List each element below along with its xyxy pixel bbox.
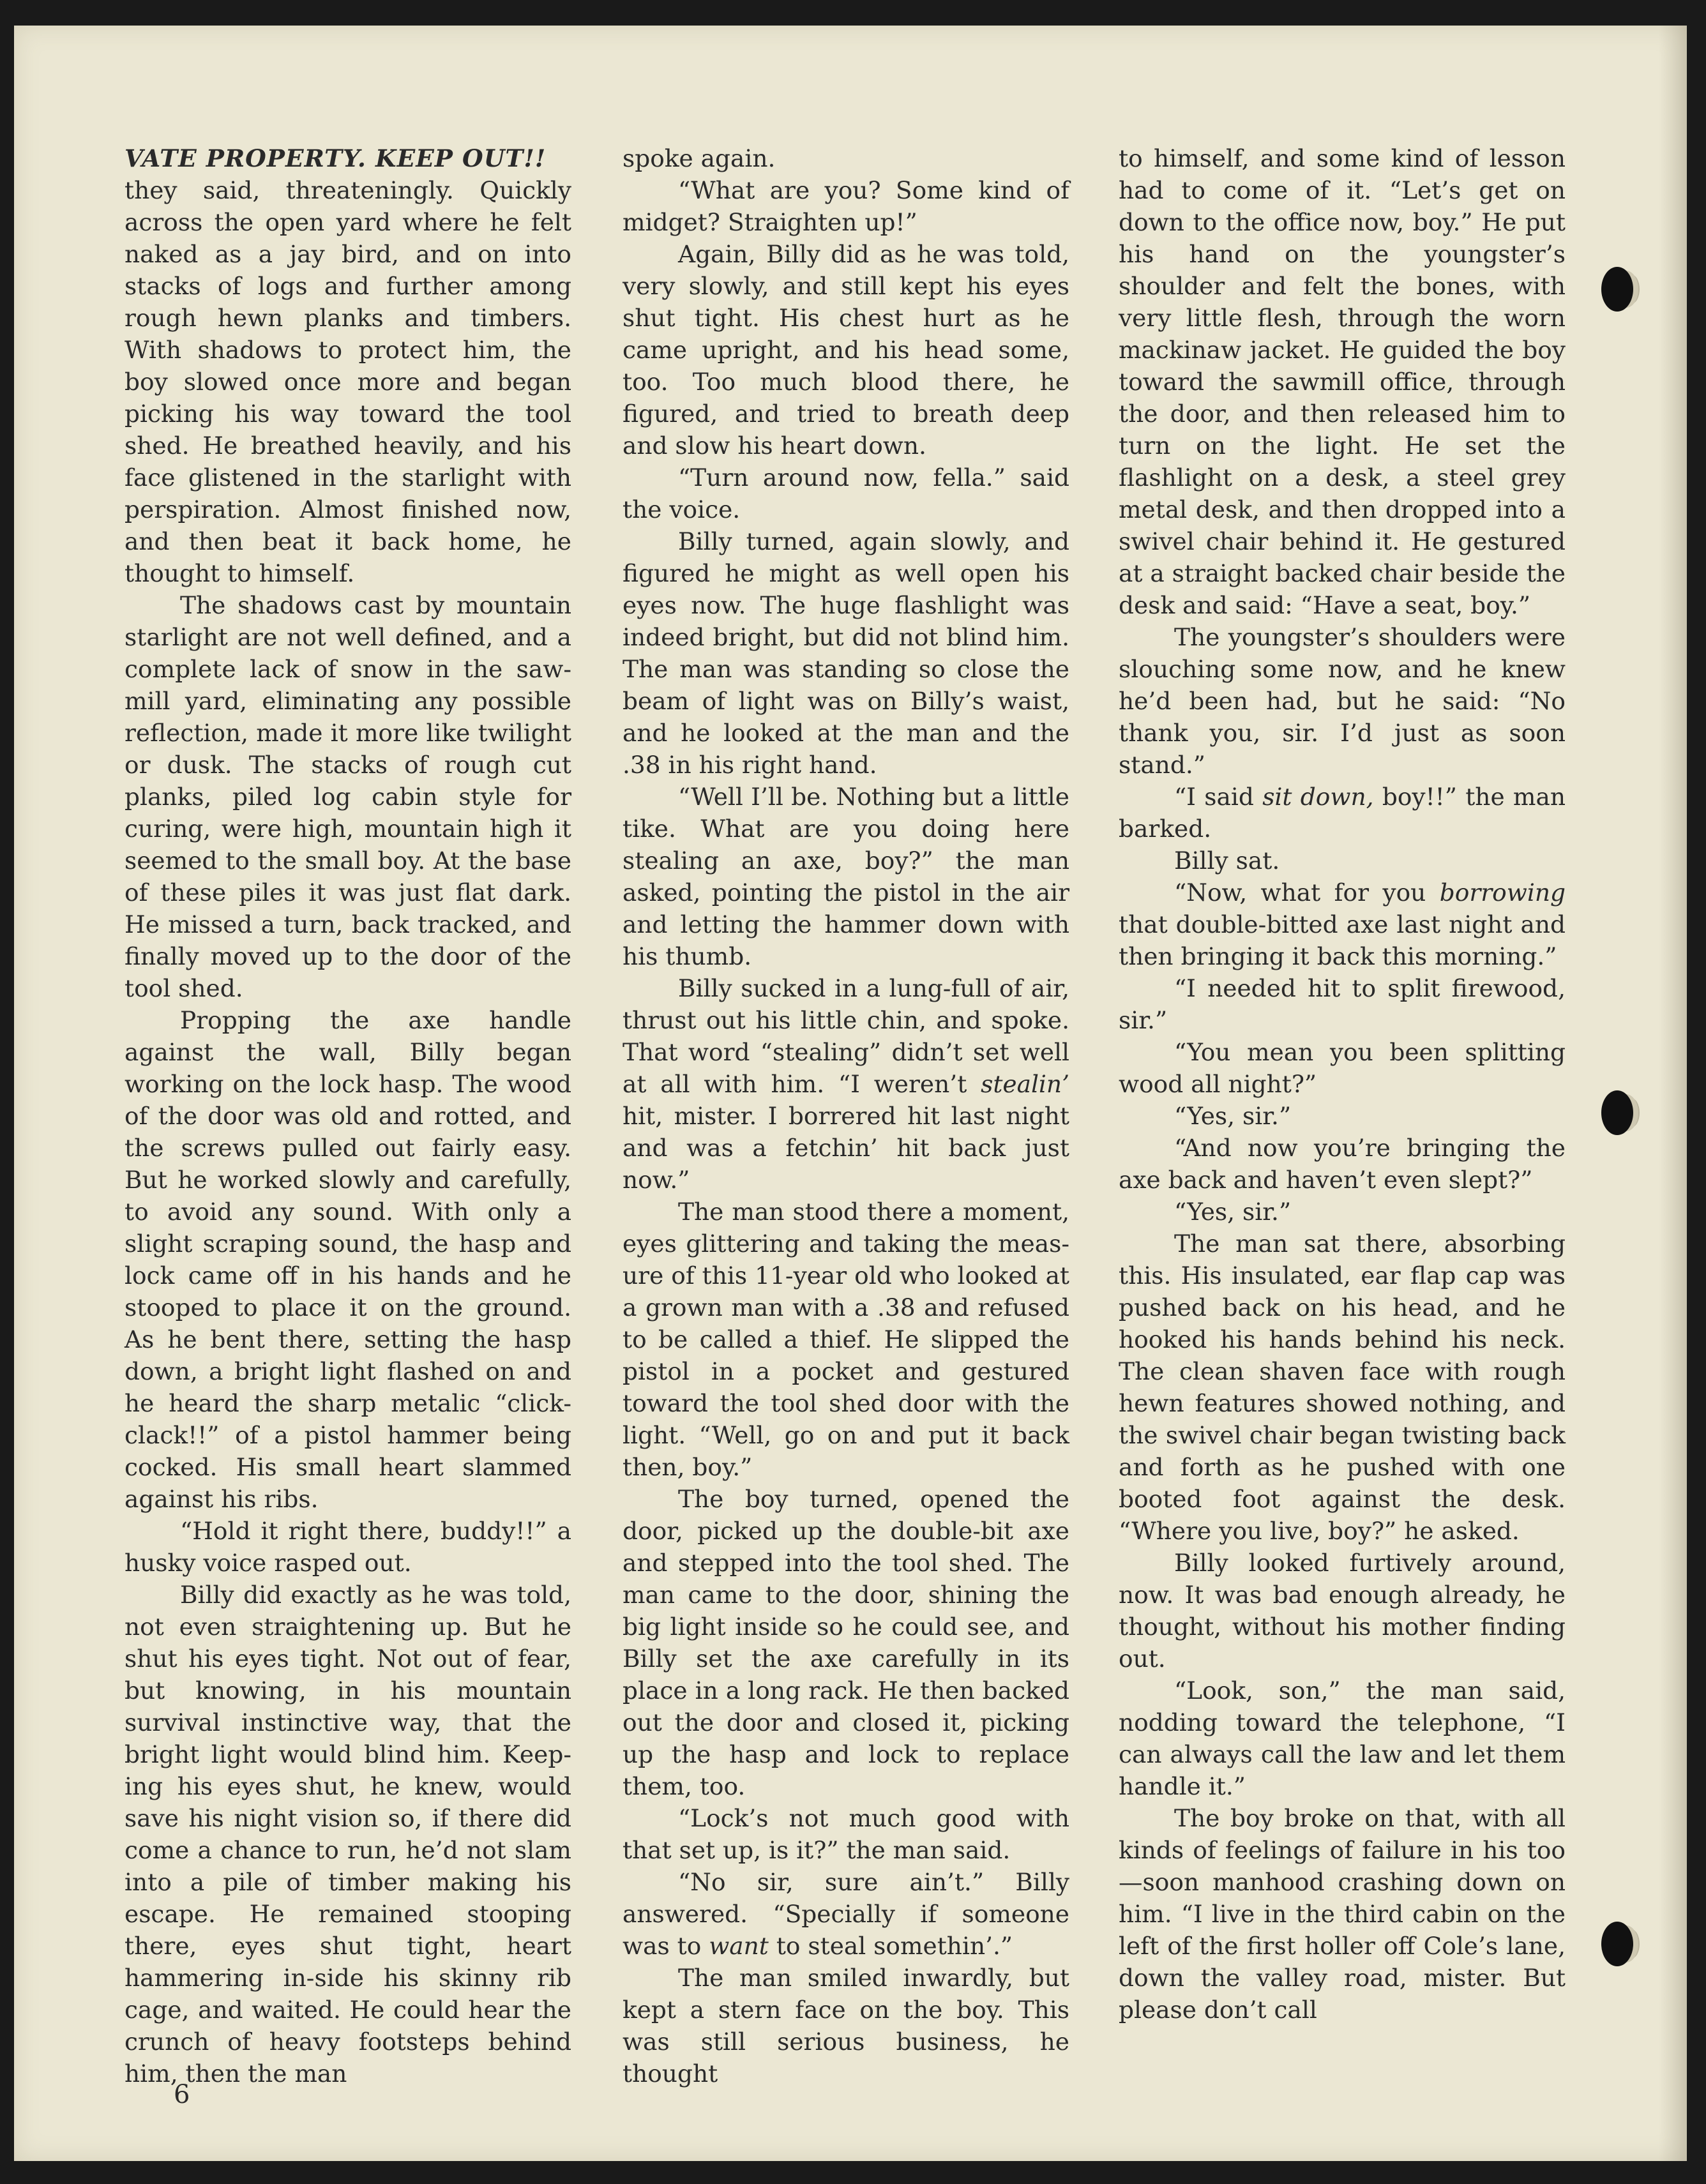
text-run: Billy sucked in a lung-full of air, thrust out his little chin, and spoke. That word “stealing” didn’t set well at all with him. “I weren’t: [623, 974, 1069, 1098]
italic-text: borrowing: [1439, 878, 1566, 907]
paragraph: The shadows cast by mountain starlight are not well defined, and a complete lack of snow in the saw-mill yard, eliminating any possible reflection, made it more like twilight or dusk. The stacks of rough cut planks, piled log cabin style for curing, were high, mountain high it seemed to the small boy. At the base of these piles it was just flat dark. He missed a turn, back tracked, and finally moved up to the door of the tool shed.: [125, 591, 571, 1002]
text-run: to steal somethin’.”: [776, 1932, 1013, 1960]
italic-text: sit down,: [1262, 783, 1374, 811]
column-1: [125, 142, 571, 2090]
text-run: “No sir, sure ain’t.” Billy answered. “Specially if someone was to: [623, 1868, 1069, 1960]
text-run: hit, mister. I borrered hit last night and was a fetchin’ hit back just now.”: [623, 1102, 1069, 1194]
column-2: [623, 142, 1069, 2090]
binder-hole-icon: [1601, 267, 1633, 312]
paragraph: The man sat there, absorbing this. His insulated, ear flap cap was pushed back on his head, and he hooked his hands behind his neck. The clean shaven face with rough hewn features showed nothing, and the swivel chair began twisting back and forth as he pushed with one booted foot against the desk. “Where you live, boy?” he asked.: [1119, 1230, 1566, 1545]
paragraph: The man smiled inwardly, but kept a stern face on the boy. This was still serious business, he thought: [623, 1964, 1069, 2088]
italic-text: stealin’: [981, 1070, 1070, 1098]
paragraph: “Yes, sir.”: [1174, 1102, 1292, 1130]
page-edge-shadow: [1659, 26, 1687, 2161]
paragraph: “Lock’s not much good with that set up, is it?” the man said.: [623, 1804, 1069, 1864]
paragraph: “Well I’ll be. Nothing but a little tike. What are you doing here stealing an axe, boy?” the man asked, pointing the pistol in the air and letting the hammer down with his thumb.: [623, 783, 1069, 970]
text-run: boy!!” the man barked.: [1119, 783, 1566, 843]
paragraph: [1119, 877, 1566, 972]
text-run: “I said: [1174, 783, 1254, 811]
paragraph: Propping the axe handle against the wall, Billy began working on the lock hasp. The wood of the door was old and rotted, and the screws pulled out fairly easy. But he worked slowly and carefully, to avoid any sound. With only a slight scraping sound, the hasp and lock came off in his hands and he stooped to place it on the ground. As he bent there, setting the hasp down, a bright light flashed on and he heard the sharp metalic “click-clack!!” of a pistol hammer being cocked. His small heart slammed against his ribs.: [125, 1006, 571, 1513]
text-run: “Now, what for you: [1174, 878, 1426, 907]
paragraph: to himself, and some kind of lesson had to come of it. “Let’s get on down to the office now, boy.” He put his hand on the youngster’s shoulder and felt the bones, with very little flesh, through the worn mackinaw jacket. He guided the boy toward the sawmill office, through the door, and then released him to turn on the light. He set the flashlight on a desk, a steel grey metal desk, and then dropped into a swivel chair behind it. He gestured at a straight backed chair beside the desk and said: “Have a seat, boy.”: [1119, 144, 1566, 619]
paragraph: “Hold it right there, buddy!!” a husky voice rasped out.: [125, 1517, 571, 1577]
paragraph: Billy turned, again slowly, and figured he might as well open his eyes now. The huge flashlight was indeed bright, but did not blind him. The man was standing so close the beam of light was on Billy’s waist, and he looked at the man and the .38 in his right hand.: [623, 527, 1069, 779]
paragraph: The boy broke on that, with all kinds of feelings of failure in his too—soon manhood crashing down on him. “I live in the third cabin on the left of the first holler off Cole’s lane, down the valley road, mister. But please don’t call: [1119, 1804, 1566, 2024]
paragraph: Billy sat.: [1174, 847, 1280, 875]
binder-hole-icon: [1601, 1922, 1633, 1966]
page-number: 6: [174, 2080, 190, 2109]
paragraph: [623, 1866, 1069, 1962]
paragraph: Billy did exactly as he was told, not even straightening up. But he shut his eyes tight. Not out of fear, but knowing, in his mountain survival instinctive way, that the bright light would blind him. Keep-ing his eyes shut, he knew, would save his night vision so, if there did come a chance to run, he’d not slam into a pile of timber making his escape. He remained stooping there, eyes shut tight, heart hammering in-side his skinny rib cage, and waited. He could hear the crunch of heavy footsteps behind him, then the man: [125, 1581, 571, 2088]
paragraph: “Yes, sir.”: [1174, 1198, 1292, 1226]
italic-text: want: [709, 1932, 769, 1960]
paragraph: Billy looked furtively around, now. It was bad enough already, he thought, without his mother finding out.: [1119, 1549, 1566, 1673]
magazine-page: [14, 26, 1687, 2161]
paragraph: “And now you’re bringing the axe back and haven’t even slept?”: [1119, 1134, 1566, 1194]
paragraph: “I needed hit to split firewood, sir.”: [1119, 974, 1566, 1034]
paragraph: The youngster’s shoulders were slouching some now, and he knew he’d been had, but he said: “No thank you, sir. I’d just as soon stand.”: [1119, 623, 1566, 779]
paragraph: [623, 972, 1069, 1196]
paragraph: VATE PROPERTY. KEEP OUT!!: [125, 144, 547, 172]
paragraph: “Turn around now, fella.” said the voice.: [623, 463, 1069, 523]
paragraph: The man stood there a moment, eyes glittering and taking the meas-ure of this 11-year old who looked at a grown man with a .38 and refused to be called a thief. He slipped the pistol in a pocket and gestured toward the tool shed door with the light. “Well, go on and put it back then, boy.”: [623, 1198, 1069, 1481]
paragraph: Again, Billy did as he was told, very slowly, and still kept his eyes shut tight. His chest hurt as he came upright, and his head some, too. Too much blood there, he figured, and tried to breath deep and slow his heart down.: [623, 240, 1069, 460]
paragraph: [1119, 781, 1566, 845]
paragraph: they said, threateningly. Quickly across the open yard where he felt naked as a jay bird, and on into stacks of logs and further among rough hewn planks and timbers. With shadows to protect him, the boy slowed once more and began picking his way toward the tool shed. He breathed heavily, and his face glistened in the starlight with perspiration. Almost finished now, and then beat it back home, he thought to himself.: [125, 176, 571, 587]
paragraph: spoke again.: [623, 144, 776, 172]
column-3: [1119, 142, 1566, 2026]
paragraph: “What are you? Some kind of midget? Straighten up!”: [623, 176, 1069, 236]
paragraph: “Look, son,” the man said, nodding toward the telephone, “I can always call the law and let them handle it.”: [1119, 1676, 1566, 1800]
paragraph: “You mean you been splitting wood all night?”: [1119, 1038, 1566, 1098]
binder-hole-icon: [1601, 1090, 1633, 1135]
paragraph: The boy turned, opened the door, picked up the double-bit axe and stepped into the tool shed. The man came to the door, shining the big light inside so he could see, and Billy set the axe carefully in its place in a long rack. He then backed out the door and closed it, picking up the hasp and lock to replace them, too.: [623, 1485, 1069, 1800]
text-run: that double-bitted axe last night and then bringing it back this morning.”: [1119, 910, 1566, 970]
